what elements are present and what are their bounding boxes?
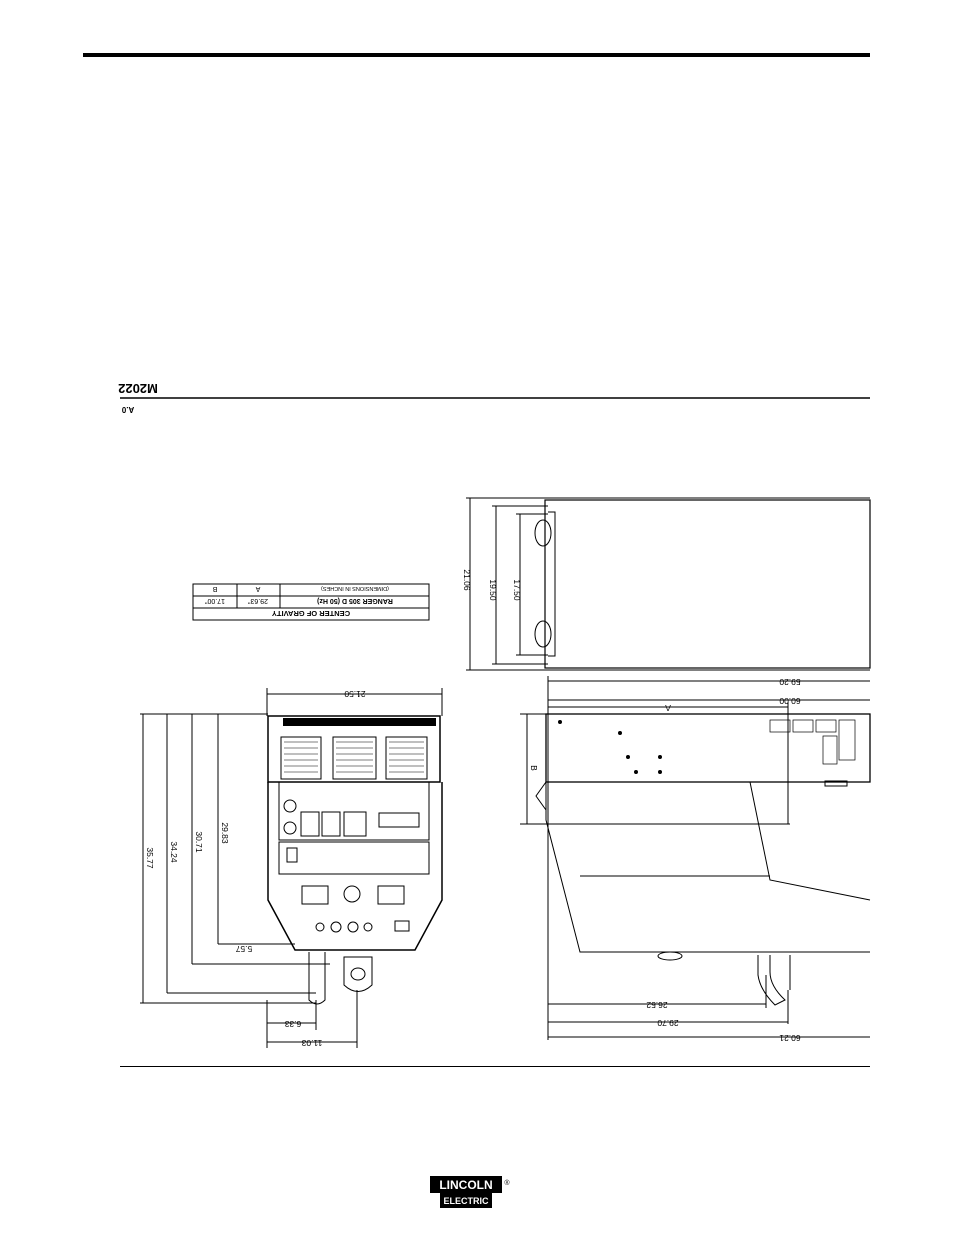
- logo-brand-top: LINCOLN: [439, 1178, 493, 1192]
- dim-60-00: 60.00: [779, 696, 801, 706]
- cog-col-a: A: [255, 585, 261, 592]
- cog-value-a: 29.63": [247, 597, 269, 604]
- dim-19-50: 19.50: [488, 579, 498, 601]
- drawing-number: M2022: [118, 381, 158, 396]
- dim-21-06: 21.06: [462, 569, 472, 591]
- registered-mark: ®: [504, 1180, 510, 1187]
- side-view-labels: [529, 677, 801, 1043]
- dim-height-34-24: 34.24: [169, 841, 179, 863]
- dim-59-20: 59.20: [779, 677, 801, 687]
- logo-brand-bottom: ELECTRIC: [443, 1196, 489, 1206]
- dim-26-52: 26.52: [646, 1000, 668, 1010]
- cog-units-note: (DIMENSIONS IN INCHES): [321, 585, 389, 591]
- dim-height-29-83: 29.83: [220, 822, 230, 844]
- front-view: [140, 688, 442, 1048]
- dim-60-21: 60.21: [779, 1033, 801, 1043]
- cog-title: CENTER OF GRAVITY: [271, 609, 351, 618]
- center-of-gravity-table: [193, 584, 429, 620]
- top-view-labels: [462, 569, 522, 601]
- footer-rule: [120, 1066, 870, 1067]
- dim-b: B: [529, 765, 539, 771]
- dim-29-70: 29.70: [657, 1018, 679, 1028]
- dim-11-03: 11.03: [301, 1038, 323, 1048]
- dim-height-30-71: 30.71: [194, 831, 204, 853]
- drawing-revision: A.0: [121, 405, 135, 414]
- dim-17-50: 17.50: [512, 579, 522, 601]
- dim-height-35-77: 35.77: [145, 847, 155, 869]
- dim-a: A: [665, 703, 671, 713]
- dim-6-33: 6.33: [284, 1019, 302, 1029]
- cog-model: RANGER 305 D (50 Hz): [317, 597, 393, 604]
- top-view: [466, 498, 870, 670]
- dim-width-21-50: 21.50: [344, 689, 366, 699]
- lincoln-electric-logo: [430, 1176, 510, 1210]
- dim-5-57: 5.57: [235, 944, 253, 954]
- cog-col-b: B: [212, 585, 218, 592]
- cog-value-b: 17.00": [204, 597, 226, 604]
- side-view: [520, 676, 870, 1040]
